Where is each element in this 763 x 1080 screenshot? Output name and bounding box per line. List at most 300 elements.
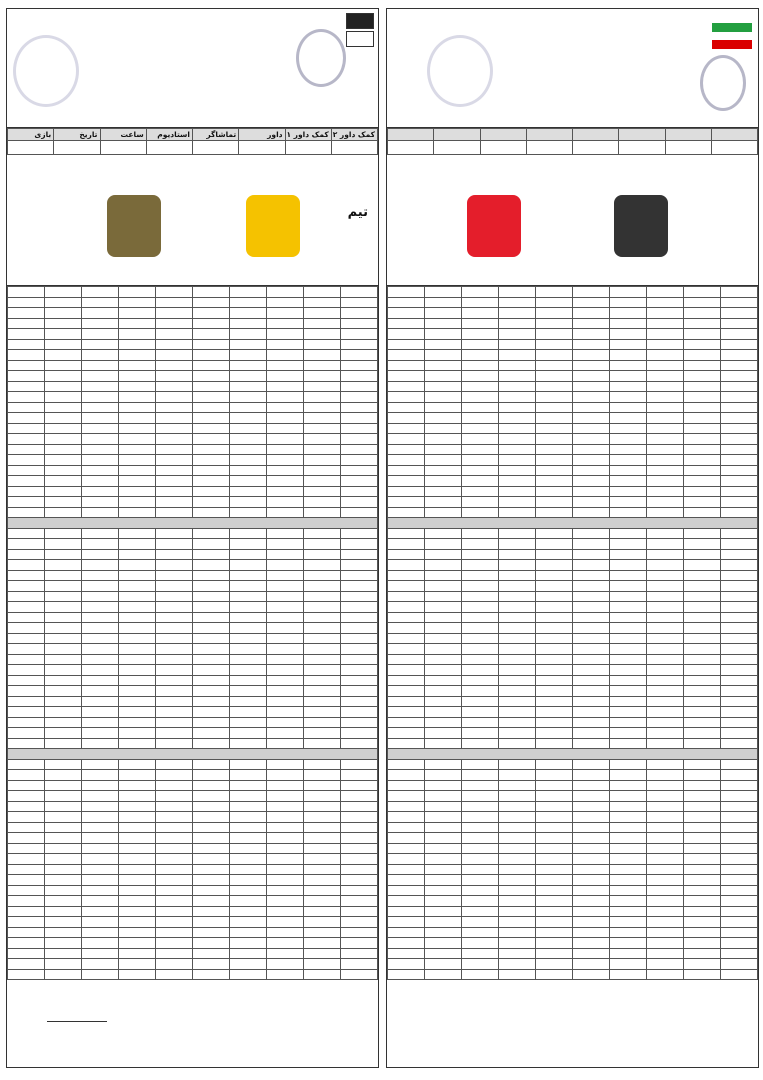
table-cell (499, 906, 536, 917)
table-cell (647, 686, 684, 697)
table-row (388, 896, 758, 907)
table-cell (684, 959, 721, 970)
table-cell (119, 833, 156, 844)
table-cell (119, 644, 156, 655)
table-cell (499, 434, 536, 445)
table-cell (267, 707, 304, 718)
table-cell (8, 476, 45, 487)
table-cell (499, 570, 536, 581)
table-row (388, 675, 758, 686)
table-cell (647, 675, 684, 686)
table-cell (267, 581, 304, 592)
table-cell (156, 896, 193, 907)
info-col (711, 129, 757, 141)
table-cell (721, 738, 758, 749)
table-cell (573, 423, 610, 434)
table-cell (499, 833, 536, 844)
table-cell (425, 497, 462, 508)
table-cell (684, 308, 721, 319)
table-cell (610, 413, 647, 424)
table-cell (230, 318, 267, 329)
table-cell (230, 549, 267, 560)
table-cell (8, 444, 45, 455)
table-cell (425, 644, 462, 655)
table-cell (230, 875, 267, 886)
table-cell (45, 665, 82, 676)
table-cell (193, 318, 230, 329)
table-cell (45, 528, 82, 539)
table-cell (610, 938, 647, 949)
table-cell (156, 623, 193, 634)
table-row (388, 528, 758, 539)
table-cell (721, 329, 758, 340)
table-cell (647, 906, 684, 917)
table-cell (388, 812, 425, 823)
table-cell (462, 371, 499, 382)
table-cell (425, 707, 462, 718)
table-cell (388, 665, 425, 676)
table-cell (499, 822, 536, 833)
table-cell (45, 885, 82, 896)
table-cell (721, 287, 758, 298)
table-cell (425, 402, 462, 413)
table-cell (304, 476, 341, 487)
table-cell (647, 560, 684, 571)
table-cell (82, 465, 119, 476)
table-cell (647, 791, 684, 802)
table-cell (499, 791, 536, 802)
table-cell (267, 738, 304, 749)
table-cell (267, 455, 304, 466)
table-row (8, 287, 378, 298)
table-cell (267, 948, 304, 959)
table-cell (8, 591, 45, 602)
table-cell (82, 581, 119, 592)
table-cell (536, 486, 573, 497)
table-cell (462, 465, 499, 476)
table-cell (536, 434, 573, 445)
table-cell (193, 539, 230, 550)
table-cell (341, 329, 378, 340)
table-cell (536, 570, 573, 581)
table-cell (341, 885, 378, 896)
table-cell (388, 465, 425, 476)
table-row (8, 906, 378, 917)
table-cell (499, 759, 536, 770)
table-cell (230, 581, 267, 592)
table-cell (193, 623, 230, 634)
table-cell (8, 560, 45, 571)
table-cell (647, 665, 684, 676)
table-cell (82, 350, 119, 361)
table-cell (82, 812, 119, 823)
table-cell (647, 297, 684, 308)
teams-panel (387, 155, 758, 286)
table-cell (156, 549, 193, 560)
table-cell (573, 644, 610, 655)
table-row (8, 434, 378, 445)
table-cell (267, 591, 304, 602)
table-cell (119, 444, 156, 455)
table-cell (230, 917, 267, 928)
table-cell (193, 927, 230, 938)
table-cell (230, 864, 267, 875)
table-cell (267, 402, 304, 413)
table-cell (119, 854, 156, 865)
table-cell (388, 413, 425, 424)
table-cell (462, 822, 499, 833)
table-cell (82, 833, 119, 844)
table-cell (119, 318, 156, 329)
table-cell (425, 759, 462, 770)
table-cell (267, 864, 304, 875)
table-cell (647, 717, 684, 728)
table-cell (610, 591, 647, 602)
table-row (388, 371, 758, 382)
table-cell (610, 287, 647, 298)
table-cell (156, 738, 193, 749)
table-cell (193, 612, 230, 623)
table-cell (536, 917, 573, 928)
table-cell (388, 455, 425, 466)
table-cell (610, 465, 647, 476)
table-cell (684, 686, 721, 697)
table-cell (82, 686, 119, 697)
table-cell (610, 738, 647, 749)
table-cell (647, 528, 684, 539)
table-cell (573, 591, 610, 602)
table-row (388, 917, 758, 928)
table-cell (119, 843, 156, 854)
table-cell (8, 402, 45, 413)
table-cell (45, 339, 82, 350)
table-cell (425, 465, 462, 476)
table-cell (462, 686, 499, 697)
table-cell (573, 318, 610, 329)
table-cell (462, 549, 499, 560)
table-cell (304, 927, 341, 938)
table-cell (499, 654, 536, 665)
table-cell (573, 654, 610, 665)
table-cell (193, 833, 230, 844)
table-row (388, 602, 758, 613)
table-cell (82, 906, 119, 917)
table-cell (610, 948, 647, 959)
table-cell (462, 486, 499, 497)
table-cell (388, 392, 425, 403)
table-cell (684, 728, 721, 739)
table-cell (499, 770, 536, 781)
table-cell (610, 581, 647, 592)
table-cell (119, 948, 156, 959)
table-cell (45, 927, 82, 938)
table-cell (267, 917, 304, 928)
table-cell (156, 392, 193, 403)
table-cell (388, 581, 425, 592)
table-cell (721, 896, 758, 907)
table-cell (536, 549, 573, 560)
table-cell (45, 864, 82, 875)
table-cell (684, 612, 721, 623)
table-cell (721, 654, 758, 665)
table-row (388, 497, 758, 508)
table-cell (193, 959, 230, 970)
table-cell (425, 339, 462, 350)
table-row (388, 476, 758, 487)
table-cell (573, 308, 610, 319)
table-cell (267, 780, 304, 791)
table-row (388, 423, 758, 434)
table-cell (462, 318, 499, 329)
table-cell (499, 696, 536, 707)
table-cell (499, 948, 536, 959)
table-cell (45, 329, 82, 340)
table-row (8, 927, 378, 938)
table-cell (45, 728, 82, 739)
table-cell (647, 633, 684, 644)
section-row (8, 749, 378, 760)
table-cell (267, 717, 304, 728)
table-cell (462, 360, 499, 371)
table-cell (45, 770, 82, 781)
table-cell (341, 906, 378, 917)
table-cell (8, 413, 45, 424)
table-cell (304, 843, 341, 854)
table-cell (82, 476, 119, 487)
table-cell (341, 350, 378, 361)
table-cell (425, 297, 462, 308)
table-row (388, 560, 758, 571)
table-cell (610, 423, 647, 434)
table-cell (721, 822, 758, 833)
table-cell (230, 413, 267, 424)
table-row (388, 297, 758, 308)
table-cell (82, 864, 119, 875)
table-cell (684, 833, 721, 844)
table-cell (8, 738, 45, 749)
table-cell (341, 465, 378, 476)
table-cell (462, 665, 499, 676)
table-cell (8, 896, 45, 907)
table-cell (462, 780, 499, 791)
table-cell (425, 602, 462, 613)
table-cell (388, 896, 425, 907)
table-cell (573, 969, 610, 980)
table-cell (193, 812, 230, 823)
table-cell (647, 371, 684, 382)
table-cell (45, 959, 82, 970)
table-cell (45, 791, 82, 802)
table-row (8, 938, 378, 949)
table-row (8, 917, 378, 928)
match-sheet-left (6, 8, 379, 1068)
table-cell (119, 623, 156, 634)
table-cell (684, 297, 721, 308)
table-cell (536, 833, 573, 844)
table-cell (8, 770, 45, 781)
table-cell (499, 644, 536, 655)
table-cell (230, 717, 267, 728)
table-row (8, 654, 378, 665)
table-cell (388, 360, 425, 371)
table-cell (425, 287, 462, 298)
table-cell (45, 644, 82, 655)
table-cell (230, 801, 267, 812)
table-cell (193, 591, 230, 602)
table-cell (388, 791, 425, 802)
table-cell (45, 854, 82, 865)
table-cell (119, 885, 156, 896)
table-cell (267, 906, 304, 917)
table-cell (536, 476, 573, 487)
table-cell (499, 612, 536, 623)
table-row (388, 791, 758, 802)
table-cell (82, 497, 119, 508)
table-cell (647, 455, 684, 466)
table-cell (499, 560, 536, 571)
table-cell (267, 539, 304, 550)
table-cell (684, 654, 721, 665)
table-cell (304, 801, 341, 812)
table-cell (230, 938, 267, 949)
table-cell (119, 791, 156, 802)
table-cell (193, 455, 230, 466)
table-cell (45, 801, 82, 812)
table-cell (193, 843, 230, 854)
table-cell (536, 707, 573, 718)
table-cell (45, 843, 82, 854)
table-cell (341, 497, 378, 508)
table-row (8, 791, 378, 802)
table-cell (82, 360, 119, 371)
table-cell (193, 864, 230, 875)
table-cell (82, 644, 119, 655)
table-row (8, 602, 378, 613)
table-cell (341, 665, 378, 676)
table-cell (341, 812, 378, 823)
table-cell (119, 654, 156, 665)
table-cell (267, 843, 304, 854)
table-cell (684, 969, 721, 980)
table-cell (573, 833, 610, 844)
table-cell (82, 602, 119, 613)
table-cell (267, 654, 304, 665)
table-cell (425, 948, 462, 959)
table-cell (536, 969, 573, 980)
table-cell (8, 507, 45, 518)
table-cell (156, 822, 193, 833)
table-row (8, 833, 378, 844)
table-cell (462, 528, 499, 539)
table-cell (462, 381, 499, 392)
table-cell (230, 570, 267, 581)
table-cell (304, 864, 341, 875)
table-cell (610, 927, 647, 938)
table-cell (267, 686, 304, 697)
table-cell (536, 885, 573, 896)
table-row (8, 570, 378, 581)
table-cell (536, 770, 573, 781)
table-cell (684, 465, 721, 476)
table-cell (82, 444, 119, 455)
table-cell (425, 329, 462, 340)
table-cell (573, 560, 610, 571)
table-cell (462, 591, 499, 602)
table-cell (193, 917, 230, 928)
table-cell (119, 455, 156, 466)
table-cell (425, 969, 462, 980)
table-cell (610, 308, 647, 319)
table-cell (230, 759, 267, 770)
table-cell (230, 381, 267, 392)
table-row (388, 507, 758, 518)
table-cell (45, 486, 82, 497)
table-cell (425, 623, 462, 634)
table-row (388, 360, 758, 371)
table-row (388, 906, 758, 917)
table-cell (499, 423, 536, 434)
table-cell (304, 434, 341, 445)
table-cell (684, 906, 721, 917)
table-cell (462, 959, 499, 970)
table-cell (499, 297, 536, 308)
table-cell (536, 959, 573, 970)
table-cell (82, 539, 119, 550)
table-row (8, 360, 378, 371)
table-cell (156, 297, 193, 308)
table-cell (82, 381, 119, 392)
table-cell (499, 675, 536, 686)
table-cell (341, 308, 378, 319)
table-cell (684, 402, 721, 413)
table-cell (425, 927, 462, 938)
table-cell (647, 339, 684, 350)
table-cell (8, 350, 45, 361)
table-cell (499, 581, 536, 592)
home-team-name: تیم (347, 205, 368, 220)
table-cell (573, 938, 610, 949)
table-cell (341, 392, 378, 403)
table-cell (462, 402, 499, 413)
table-cell (45, 822, 82, 833)
table-cell (573, 444, 610, 455)
table-cell (610, 780, 647, 791)
table-cell (193, 287, 230, 298)
table-cell (721, 686, 758, 697)
table-cell (499, 339, 536, 350)
table-cell (573, 948, 610, 959)
table-cell (647, 696, 684, 707)
table-cell (721, 350, 758, 361)
table-cell (267, 675, 304, 686)
table-cell (462, 329, 499, 340)
table-cell (193, 969, 230, 980)
table-cell (8, 465, 45, 476)
table-cell (193, 696, 230, 707)
table-cell (573, 906, 610, 917)
table-cell (462, 927, 499, 938)
table-cell (341, 927, 378, 938)
table-cell (536, 623, 573, 634)
table-cell (573, 896, 610, 907)
table-cell (304, 707, 341, 718)
table-cell (499, 959, 536, 970)
table-cell (573, 959, 610, 970)
table-cell (230, 738, 267, 749)
table-cell (119, 906, 156, 917)
table-cell (304, 812, 341, 823)
table-cell (8, 833, 45, 844)
